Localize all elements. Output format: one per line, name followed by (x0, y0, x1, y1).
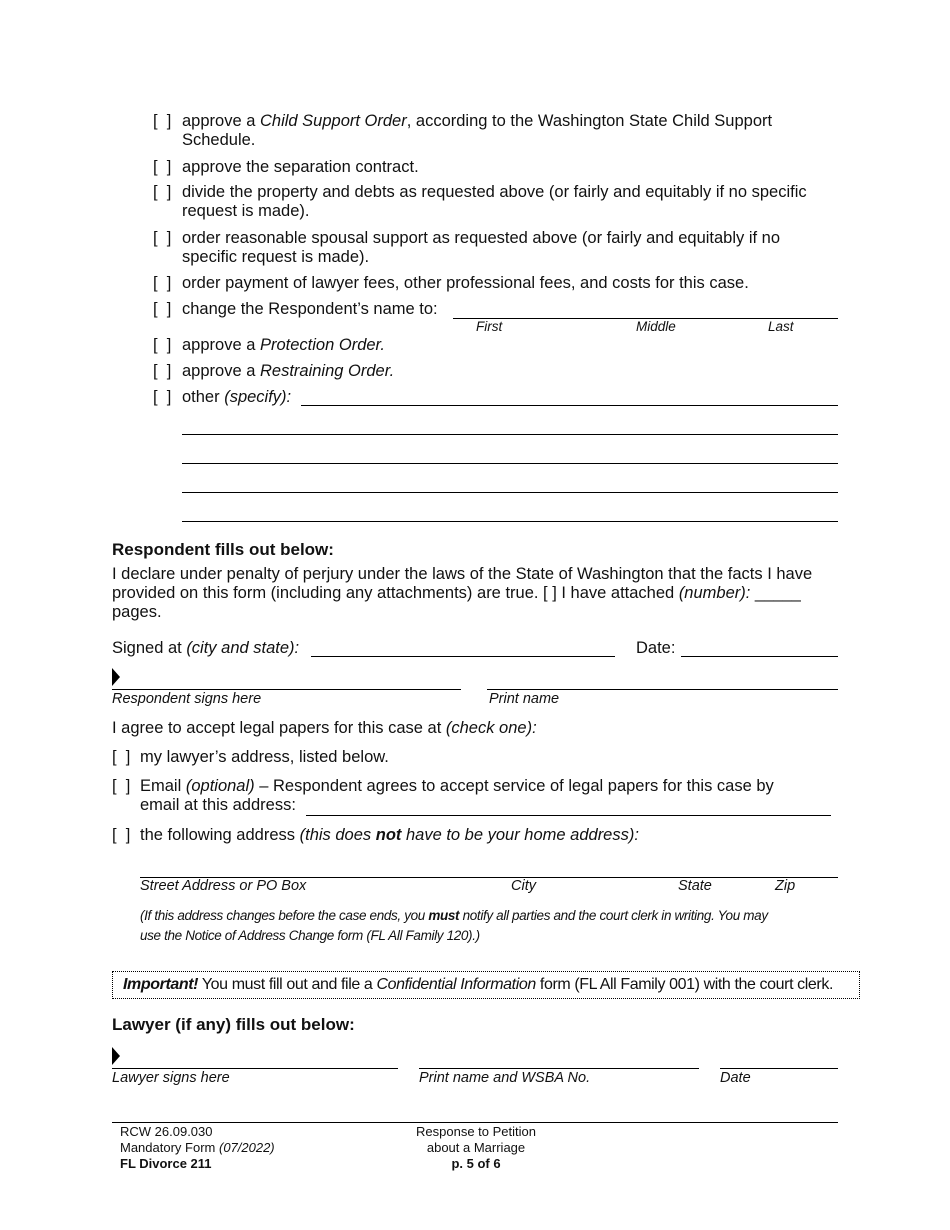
date-field[interactable] (681, 656, 838, 657)
last-name-label: Last (768, 319, 794, 334)
lawyer-heading: Lawyer (if any) fills out below: (112, 1015, 355, 1034)
lawyer-signs-label: Lawyer signs here (112, 1070, 230, 1086)
other-field-line[interactable] (301, 405, 838, 406)
child-support-option: approve a Child Support Order, according to the Washington State Child Support Schedule. (182, 112, 773, 149)
footer-rcw: RCW 26.09.030 (120, 1124, 213, 1139)
email-option: Email (optional) – Respondent agrees to accept service of legal papers for this case by email at this address: (140, 777, 774, 814)
print-name-label: Print name (489, 691, 560, 707)
state-label: State (678, 878, 712, 894)
footer-title1: Response to Petition (416, 1124, 536, 1139)
lawyer-date-label: Date (720, 1070, 751, 1086)
respondent-heading: Respondent fills out below: (112, 540, 334, 559)
footer-title2: about a Marriage (426, 1140, 526, 1155)
checkbox-spousal-support[interactable]: [ ] (153, 229, 172, 247)
signed-at-field[interactable] (311, 656, 615, 657)
first-name-label: First (476, 319, 503, 334)
checkbox-divide-property[interactable]: [ ] (153, 183, 172, 201)
checkbox-lawyer-address[interactable]: [ ] (112, 748, 131, 766)
checkbox-name-change[interactable]: [ ] (153, 300, 172, 318)
checkbox-following-address[interactable]: [ ] (112, 826, 131, 844)
spousal-support-option: order reasonable spousal support as requested above (or fairly and equitably if no specific request is made). (182, 229, 781, 266)
other-option: other (specify): (182, 388, 292, 406)
checkbox-email[interactable]: [ ] (112, 777, 131, 795)
checkbox-child-support[interactable]: [ ] (153, 112, 172, 130)
zip-label: Zip (775, 878, 796, 894)
footer-mandatory: Mandatory Form (07/2022) (120, 1140, 275, 1155)
respondent-print-name-field[interactable] (487, 689, 838, 690)
name-change-option: change the Respondent’s name to: (182, 300, 438, 318)
lawyer-print-name-field[interactable] (419, 1068, 699, 1069)
fees-option: order payment of lawyer fees, other professional fees, and costs for this case. (182, 274, 749, 292)
other-field-line[interactable] (182, 434, 838, 435)
protection-option: approve a Protection Order. (182, 336, 386, 354)
middle-name-label: Middle (636, 319, 676, 334)
other-field-line[interactable] (182, 492, 838, 493)
footer-left (120, 1124, 275, 1172)
checkbox-separation[interactable]: [ ] (153, 158, 172, 176)
lawyer-signature-field[interactable] (112, 1068, 398, 1069)
other-field-line[interactable] (182, 521, 838, 522)
other-field-line[interactable] (182, 463, 838, 464)
declaration-text: I declare under penalty of perjury under the laws of the State of Washington that the facts I have provided on this form (including any attachments) are true. [ ] I have attached (number): _____ pages. (112, 565, 813, 621)
lawyer-address-option: my lawyer’s address, listed below. (140, 748, 389, 766)
footer-rule (112, 1122, 838, 1123)
respondent-signature-field[interactable] (112, 689, 461, 690)
city-label: City (511, 878, 536, 894)
date-label: Date: (636, 639, 676, 657)
email-field[interactable] (306, 815, 831, 816)
footer-center (376, 1124, 576, 1172)
accept-papers-text: I agree to accept legal papers for this case at (check one): (112, 719, 537, 737)
street-label: Street Address or PO Box (140, 878, 307, 894)
checkbox-restraining[interactable]: [ ] (153, 362, 172, 380)
sign-here-arrow-icon (112, 1047, 120, 1065)
checkbox-fees[interactable]: [ ] (153, 274, 172, 292)
sign-here-arrow-icon (112, 668, 120, 686)
divide-property-option: divide the property and debts as requested above (or fairly and equitably if no specific request is made). (182, 183, 807, 220)
important-notice: Important! You must fill out and file a Confidential Information form (FL All Family 001) with the court clerk. (112, 971, 860, 999)
signed-at-label: Signed at (city and state): (112, 639, 300, 657)
separation-option: approve the separation contract. (182, 158, 419, 176)
lawyer-date-field[interactable] (720, 1068, 838, 1069)
following-address-option: the following address (this does not have to be your home address): (140, 826, 639, 844)
footer-page: p. 5 of 6 (451, 1156, 501, 1171)
restraining-option: approve a Restraining Order. (182, 362, 395, 380)
respondent-signs-label: Respondent signs here (112, 691, 262, 707)
checkbox-other[interactable]: [ ] (153, 388, 172, 406)
address-change-note: (If this address changes before the case ends, you must notify all parties and the court clerk in writing. You may use the Notice of Address Change form (FL All Family 120).) (140, 908, 768, 943)
lawyer-print-name-label: Print name and WSBA No. (419, 1070, 591, 1086)
checkbox-protection[interactable]: [ ] (153, 336, 172, 354)
footer-form-id: FL Divorce 211 (120, 1156, 212, 1171)
